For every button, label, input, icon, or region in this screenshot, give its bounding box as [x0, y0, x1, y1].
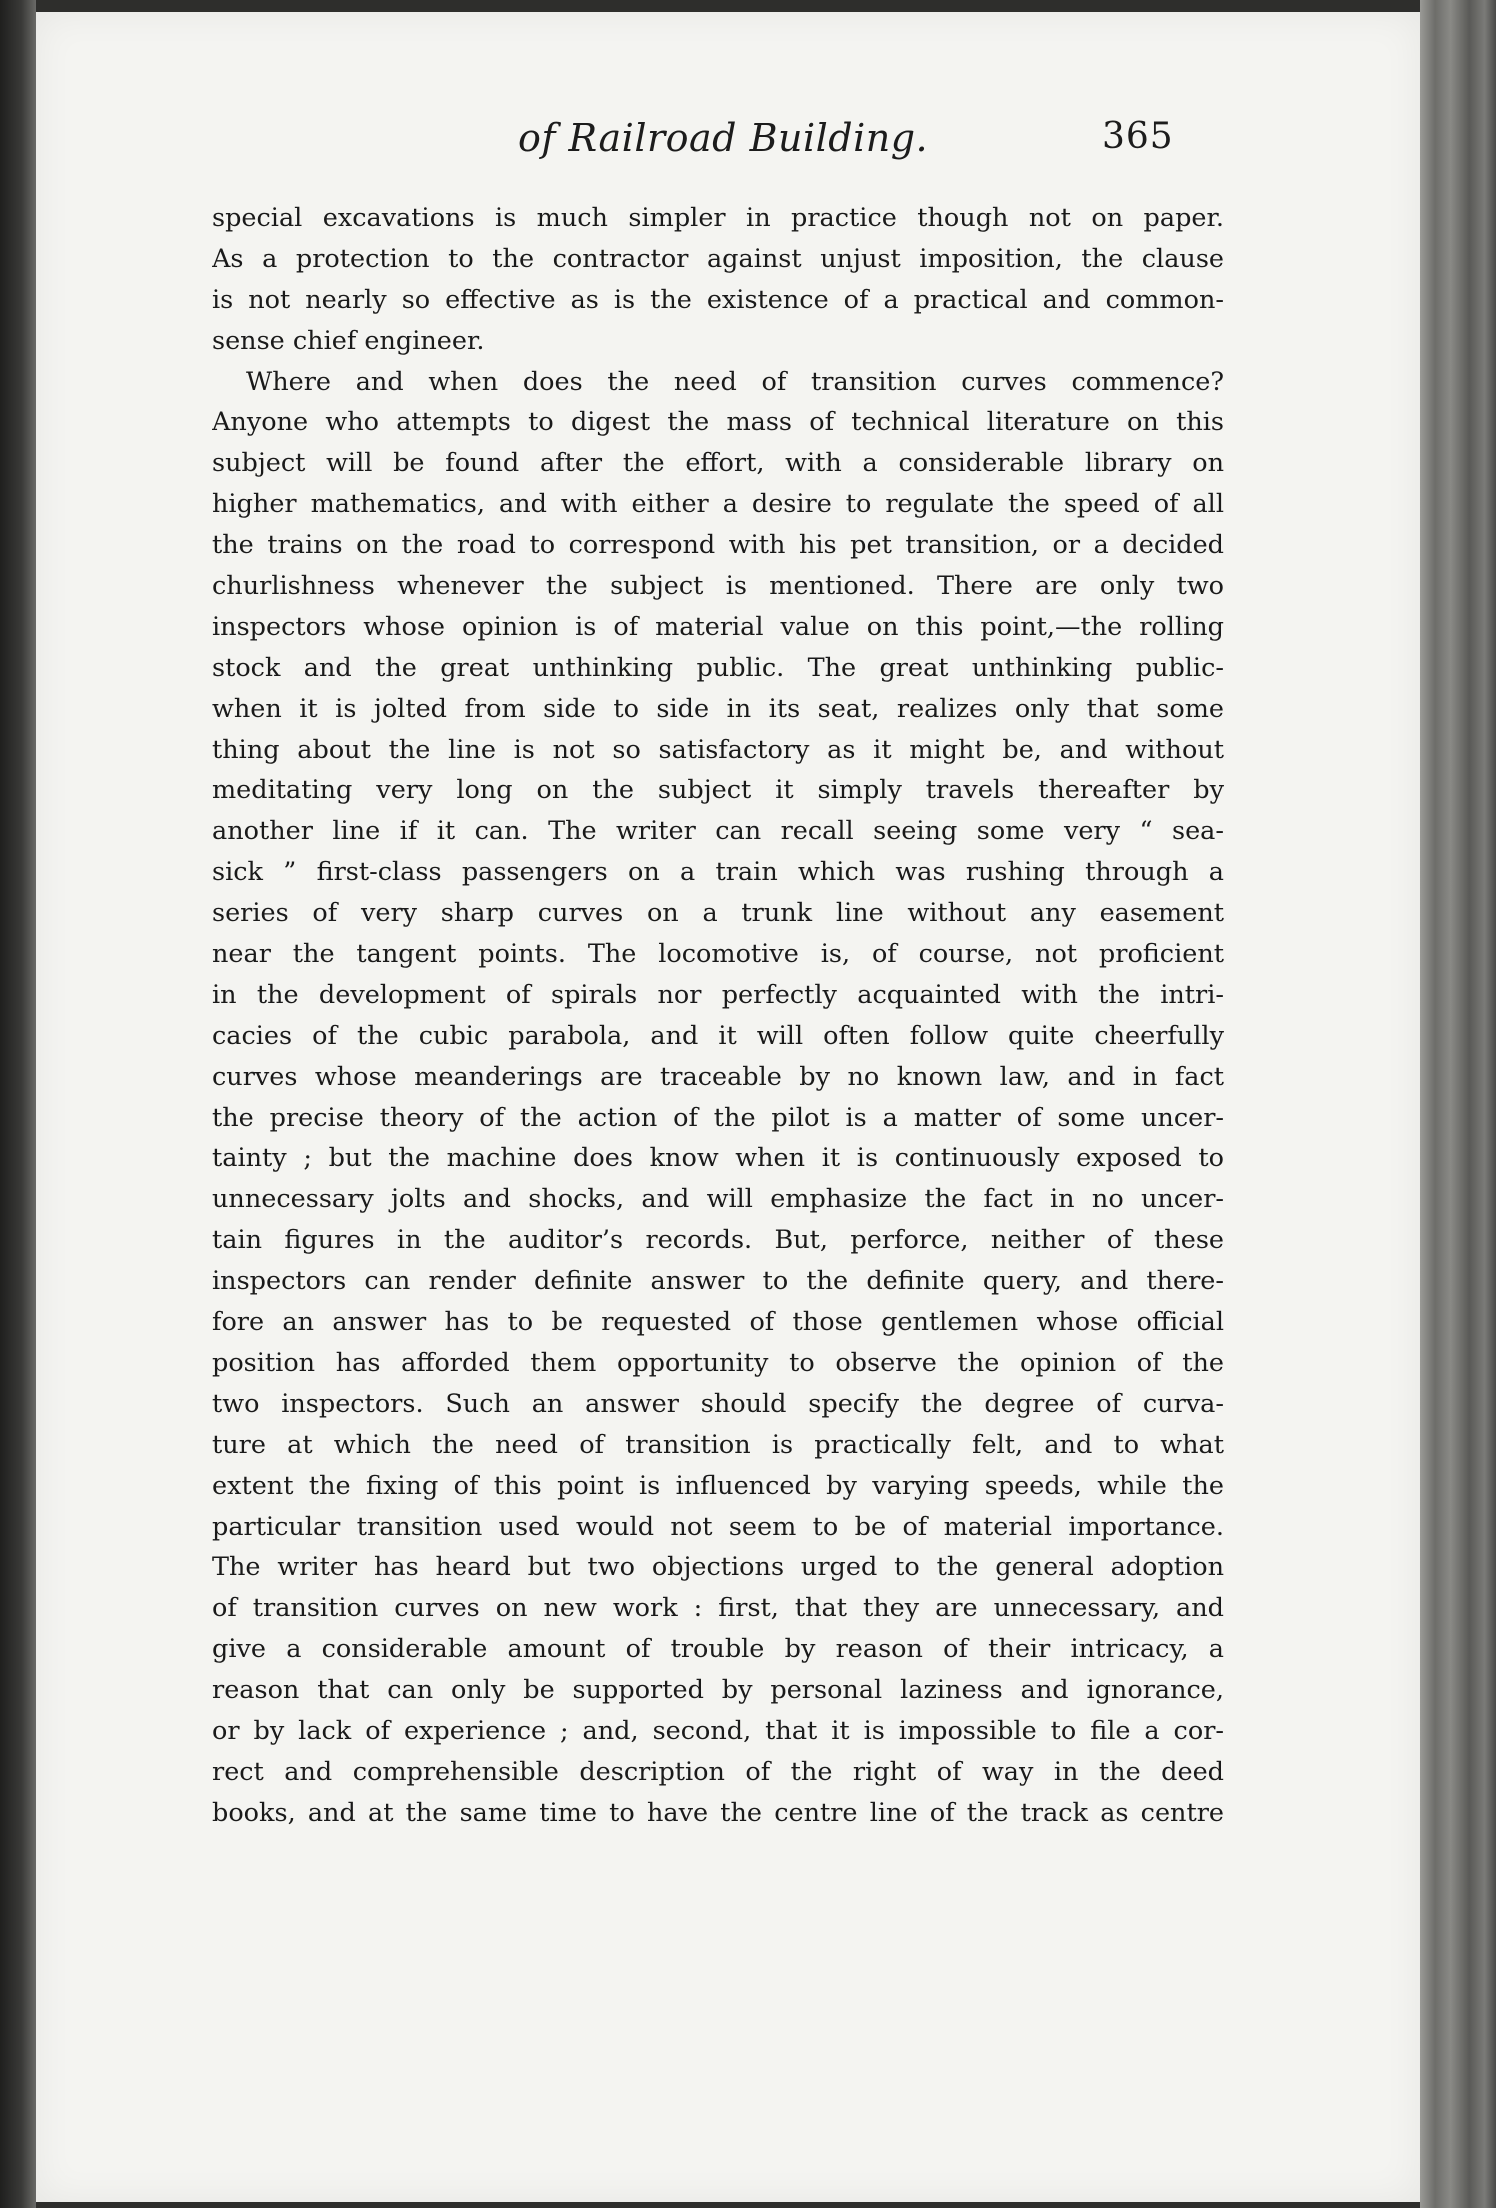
- book-spine-edge: [1420, 0, 1496, 2208]
- text-line: of transition curves on new work : first, that they are unnecessary, and: [212, 1593, 1224, 1624]
- text-line: in the development of spirals nor perfectly acquainted with the intri-: [212, 979, 1224, 1010]
- text-line: Where and when does the need of transition curves commence?: [246, 366, 1224, 397]
- text-line: two inspectors. Such an answer should specify the degree of curva-: [212, 1388, 1224, 1419]
- text-line: particular transition used would not seem to be of material importance.: [212, 1511, 1224, 1542]
- text-line: ture at which the need of transition is practically felt, and to what: [212, 1429, 1224, 1460]
- text-line: cacies of the cubic parabola, and it will often follow quite cheerfully: [212, 1020, 1224, 1051]
- text-line: reason that can only be supported by personal laziness and ignorance,: [212, 1675, 1224, 1706]
- text-line: the trains on the road to correspond with his pet transition, or a decided: [212, 530, 1224, 561]
- text-line: The writer has heard but two objections urged to the general adoption: [212, 1552, 1224, 1583]
- text-line: sense chief engineer.: [212, 325, 485, 356]
- text-line: give a considerable amount of trouble by reason of their intricacy, a: [212, 1634, 1224, 1665]
- text-line: another line if it can. The writer can recall seeing some very “ sea-: [212, 816, 1224, 847]
- text-line: tain figures in the auditor’s records. But, perforce, neither of these: [212, 1225, 1224, 1256]
- text-line: sick ” first-class passengers on a train which was rushing through a: [212, 857, 1224, 888]
- text-line: higher mathematics, and with either a desire to regulate the speed of all: [212, 489, 1224, 520]
- page-number: 365: [1102, 116, 1174, 157]
- text-line: series of very sharp curves on a trunk line without any easement: [212, 898, 1224, 929]
- text-line: curves whose meanderings are traceable by no known law, and in fact: [212, 1061, 1224, 1092]
- text-line: inspectors whose opinion is of material value on this point,—the rolling: [212, 611, 1224, 642]
- text-line: meditating very long on the subject it simply travels thereafter by: [212, 775, 1224, 806]
- text-line: or by lack of experience ; and, second, that it is impossible to file a cor-: [212, 1715, 1224, 1746]
- body-text: [212, 198, 1224, 1834]
- text-line: books, and at the same time to have the centre line of the track as centre: [212, 1797, 1224, 1828]
- text-line: inspectors can render definite answer to the definite query, and there-: [212, 1266, 1224, 1297]
- text-line: subject will be found after the effort, with a considerable library on: [212, 448, 1224, 479]
- text-line: churlishness whenever the subject is mentioned. There are only two: [212, 571, 1224, 602]
- text-line: extent the fixing of this point is influenced by varying speeds, while the: [212, 1470, 1224, 1501]
- text-line: rect and comprehensible description of the right of way in the deed: [212, 1756, 1224, 1787]
- text-line: unnecessary jolts and shocks, and will emphasize the fact in no uncer-: [212, 1184, 1224, 1215]
- text-line: tainty ; but the machine does know when it is continuously exposed to: [212, 1143, 1224, 1174]
- text-line: position has afforded them opportunity to observe the opinion of the: [212, 1347, 1224, 1378]
- text-line: is not nearly so effective as is the existence of a practical and common-: [212, 284, 1224, 315]
- text-line: As a protection to the contractor against unjust imposition, the clause: [212, 243, 1224, 274]
- text-line: Anyone who attempts to digest the mass of technical literature on this: [212, 407, 1224, 438]
- running-head-title: of Railroad Building.: [518, 116, 929, 160]
- text-line: thing about the line is not so satisfactory as it might be, and without: [212, 734, 1224, 765]
- text-line: fore an answer has to be requested of those gentlemen whose official: [212, 1307, 1224, 1338]
- text-line: when it is jolted from side to side in its seat, realizes only that some: [212, 693, 1224, 724]
- book-page: [36, 12, 1420, 2202]
- text-line: near the tangent points. The locomotive is, of course, not proficient: [212, 939, 1224, 970]
- running-head: [36, 116, 1420, 176]
- text-line: special excavations is much simpler in practice though not on paper.: [212, 203, 1224, 233]
- text-line: stock and the great unthinking public. The great unthinking public-: [212, 652, 1224, 683]
- left-page-edge: [0, 0, 36, 2208]
- text-line: the precise theory of the action of the pilot is a matter of some uncer-: [212, 1102, 1224, 1133]
